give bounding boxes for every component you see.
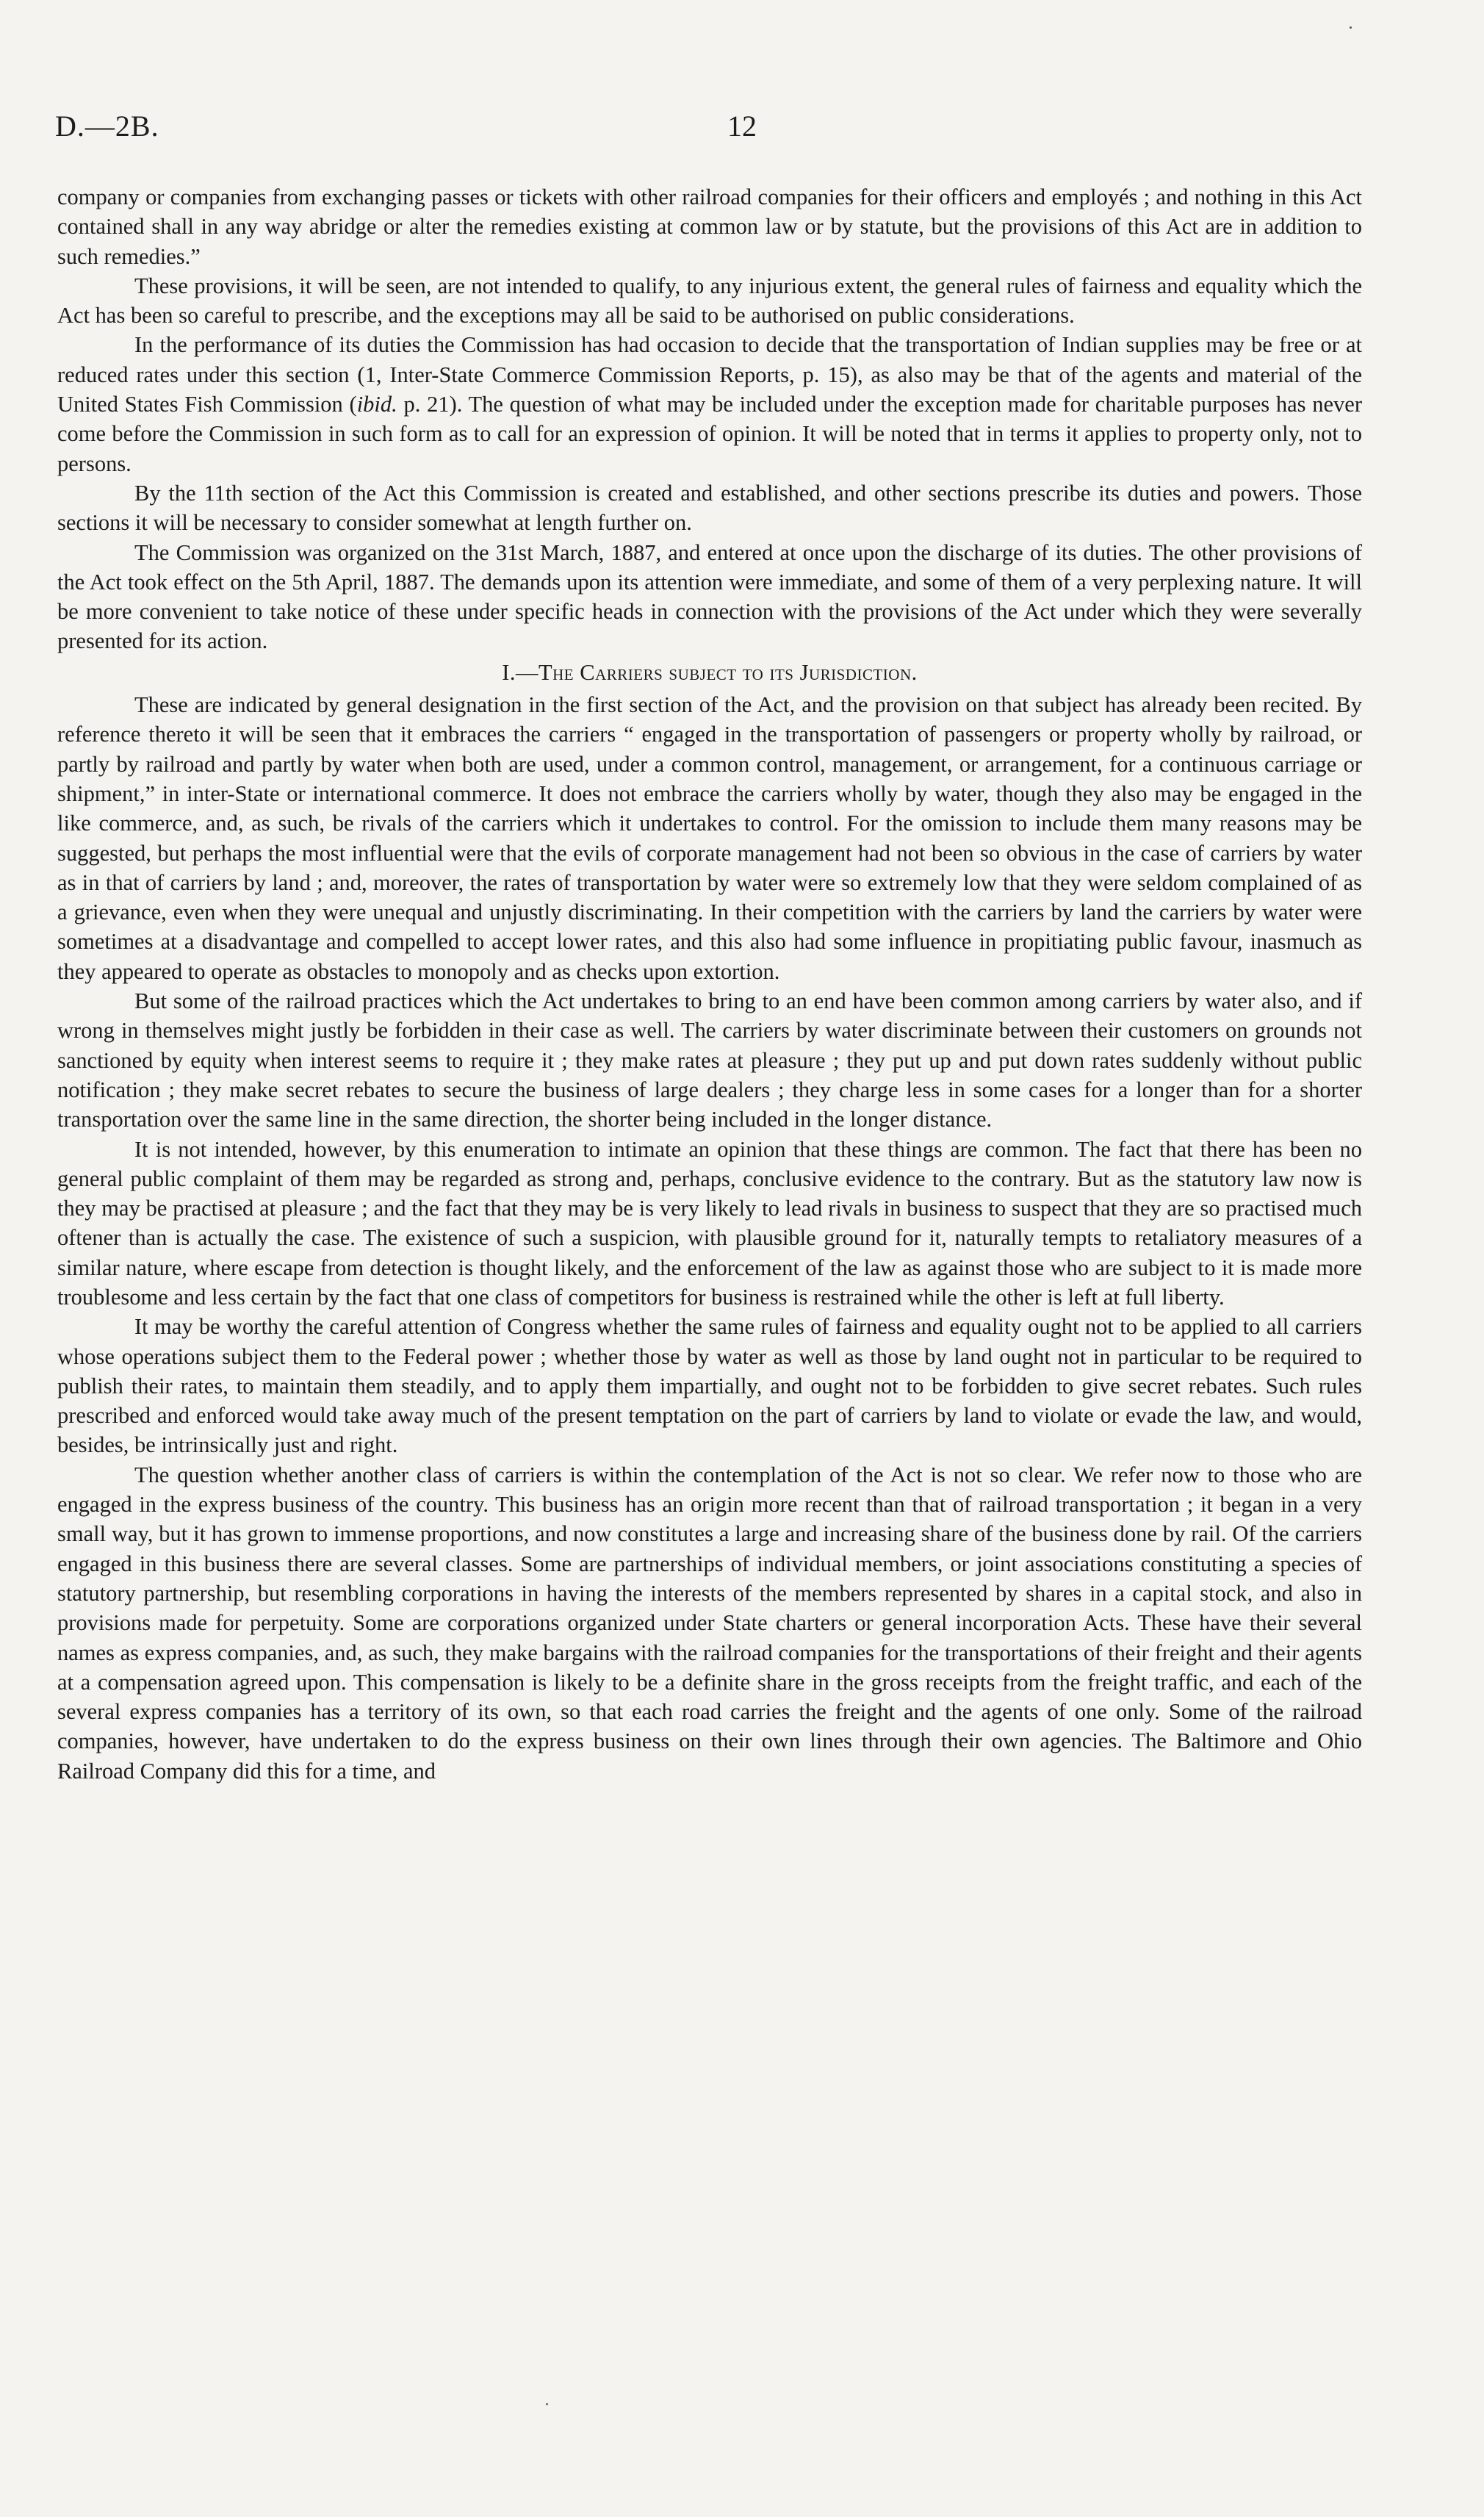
citation-ibid: ibid.: [356, 392, 397, 417]
paragraph: It is not intended, however, by this enumeration to intimate an opinion that these things are common. The fact that there has been no general public complaint of them may be regarded as strong and, perhaps, conclusive evidence to the contrary. But as the statutory law now is they may be practised at pleasure ; and the fact that they may be is very likely to lead rivals in business to suspect that they are so practised much oftener than is actually the case. The existence of such a suspicion, with plausible ground for it, naturally tempts to retaliatory measures of a similar nature, where escape from detection is thought likely, and the enforcement of the law as against those who are subject to it is made more troublesome and less certain by the fact that one class of competitors for business is restrained while the other is left at full liberty.: [57, 1136, 1362, 1310]
paragraph: These provisions, it will be seen, are not intended to qualify, to any injurious extent, the general rules of fairness and equality which the Act has been so careful to prescribe, and the exceptions may all be said to be authorised on public considerations.: [57, 273, 1362, 328]
paragraph: By the 11th section of the Act this Commission is created and established, and other sections prescribe its duties and powers. Those sections it will be necessary to consider somewhat at length further on.: [57, 480, 1362, 536]
page-speck: [1350, 26, 1352, 29]
paragraph: These are indicated by general designation in the first section of the Act, and the provision on that subject has already been recited. By reference thereto it will be seen that it embraces the carriers “ engaged in the transportation of passengers or property wholly by railroad, or partly by railroad and partly by water when both are used, under a common control, management, or arrangement, for a continuous carriage or shipment,” in inter-State or international commerce. It does not embrace the carriers wholly by water, though they also may be engaged in the like commerce, and, as such, be rivals of the carriers which it undertakes to control. For the omission to include them many reasons may be suggested, but perhaps the most influential were that the evils of corporate management had not been so obvious in the case of carriers by water as in that of carriers by land ; and, moreover, the rates of transportation by water were so extremely low that they were seldom complained of as a grievance, even when they were unequal and unjustly discriminating. In their competition with the carriers by land the carriers by water were sometimes at a disadvantage and compelled to accept lower rates, and this also had some influence in propitiating public favour, inasmuch as they appeared to operate as obstacles to monopoly and as checks upon extortion.: [57, 692, 1362, 984]
paragraph: It may be worthy the careful attention of Congress whether the same rules of fairness and equality ought not to be applied to all carriers whose operations subject them to the Federal power ; whether those by water as well as those by land ought not in particular to be required to publish their rates, to maintain them steadily, and to apply them impartially, and ought not to be forbidden to give secret rebates. Such rules prescribed and enforced would take away much of the present temptation on the part of carriers by land to violate or evade the law, and would, besides, be intrinsically just and right.: [57, 1314, 1362, 1458]
paragraph-text: In the performance of its duties the Commission has had occasion to decide that the transportation of Indian supplies may be free or at reduced rates under this section (1, Inter-State Commerce Commission Reports, p. 15), as also may be that of the agents and material of the United States Fish Commission (: [57, 332, 1362, 417]
paragraph: company or companies from exchanging passes or tickets with other railroad companies for their officers and employés ; and nothing in this Act contained shall in any way abridge or alter the remedies existing at common law or by statute, but the provisions of this Act are in addition to such remedies.”: [57, 184, 1362, 269]
paragraph-text: p. 21). The question of what may be included under the exception made for charitable purposes has never come before the Commission in such form as to call for an expression of opinion. It will be noted that in terms it applies to property only, not to persons.: [57, 392, 1362, 476]
page-number: 12: [727, 109, 757, 143]
paragraph: [57, 330, 1362, 478]
page-speck: [546, 2403, 548, 2405]
section-heading: I.—The Carriers subject to its Jurisdiction.: [502, 659, 918, 685]
body-text: [57, 182, 1362, 1786]
document-reference: D.—2B.: [55, 109, 159, 143]
page-header: [55, 109, 1429, 153]
paragraph: The Commission was organized on the 31st March, 1887, and entered at once upon the discharge of its duties. The other provisions of the Act took effect on the 5th April, 1887. The demands upon its attention were immediate, and some of them of a very perplexing nature. It will be more convenient to take notice of these under specific heads in connection with the provisions of the Act under which they were severally presented for its action.: [57, 539, 1362, 654]
paragraph: The question whether another class of carriers is within the contemplation of the Act is not so clear. We refer now to those who are engaged in the express business of the country. This business has an origin more recent than that of railroad transportation ; it began in a very small way, but it has grown to immense proportions, and now constitutes a large and increasing share of the business done by rail. Of the carriers engaged in this business there are several classes. Some are partnerships of individual members, or joint associations constituting a species of statutory partnership, but resembling corporations in having the interests of the members represented by shares in a capital stock, and also in provisions made for perpetuity. Some are corporations organized under State charters or general incorporation Acts. These have their several names as express companies, and, as such, they make bargains with the railroad companies for the transportations of their freight and their agents at a compensation agreed upon. This compensation is likely to be a definite share in the gross receipts from the freight traffic, and each of the several express companies has a territory of its own, so that each road carries the freight and the agents of one only. Some of the railroad companies, however, have undertaken to do the express business on their own lines through their own agencies. The Baltimore and Ohio Railroad Company did this for a time, and: [57, 1462, 1362, 1784]
paragraph: But some of the railroad practices which the Act undertakes to bring to an end have been common among carriers by water also, and if wrong in themselves might justly be forbidden in their case as well. The carriers by water discriminate between their customers on grounds not sanctioned by equity when interest seems to require it ; they make rates at pleasure ; they put up and put down rates suddenly without public notification ; they make secret rebates to secure the business of large dealers ; they charge less in some cases for a longer than for a shorter transportation over the same line in the same direction, the shorter being included in the longer distance.: [57, 988, 1362, 1132]
